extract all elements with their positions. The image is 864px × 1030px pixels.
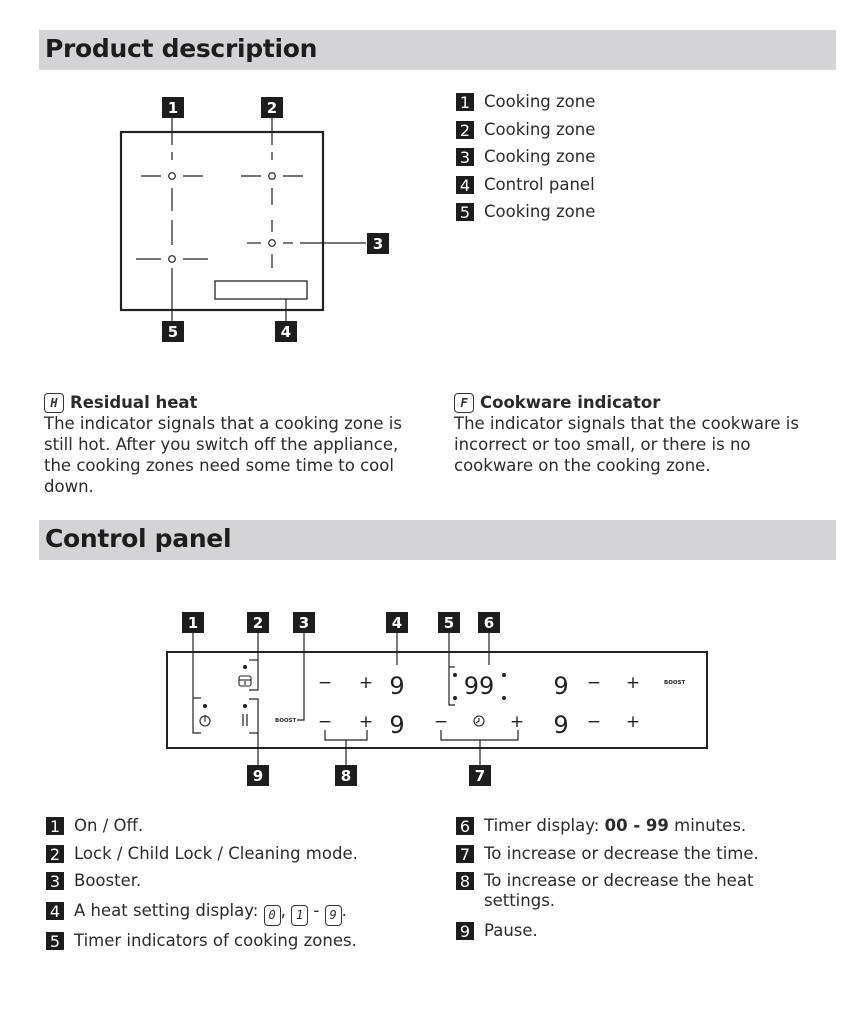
cookware-indicator-title: Cookware indicator — [480, 393, 661, 412]
svg-text:5: 5 — [167, 323, 179, 341]
svg-text:9: 9 — [252, 767, 264, 785]
legend-label: Control panel — [484, 174, 595, 194]
legend-label: Cooking zone — [484, 147, 596, 167]
badge-1 — [182, 612, 204, 633]
legend-item — [456, 175, 595, 203]
legend-label: On / Off. — [74, 816, 144, 835]
pause-icon[interactable] — [243, 714, 247, 726]
suffix: . — [341, 900, 347, 920]
control-legend-left — [46, 816, 358, 958]
legend-label: Pause. — [484, 921, 538, 941]
legend-label: Cooking zone — [484, 119, 596, 139]
svg-text:7: 7 — [474, 767, 486, 785]
clock-icon — [474, 716, 484, 726]
badge-5 — [162, 321, 184, 342]
badge-2 — [261, 97, 283, 118]
badge-3 — [293, 612, 315, 633]
legend-label: Cooking zone — [484, 92, 596, 111]
svg-text:1: 1 — [167, 99, 179, 117]
legend-item — [456, 816, 774, 844]
badge-5 — [438, 612, 460, 633]
badge-3 — [367, 233, 389, 254]
number-badge: 6 — [456, 817, 474, 835]
badge-8 — [335, 765, 357, 786]
heat-plus-button-bottom-right[interactable]: + — [625, 712, 641, 732]
svg-text:2: 2 — [252, 614, 264, 632]
number-badge: 7 — [456, 845, 474, 863]
display-glyph-0-icon: 0 — [264, 905, 281, 926]
heat-minus-button-top-right[interactable]: − — [586, 673, 602, 693]
hob-outline — [121, 132, 323, 310]
cookware-indicator-info — [454, 392, 834, 476]
power-icon[interactable] — [200, 715, 210, 726]
legend-label: Booster. — [74, 871, 142, 891]
cookware-indicator-icon: F — [454, 393, 474, 413]
legend-label: Cooking zone — [484, 202, 596, 222]
heat-display-top-left: 9 — [389, 672, 405, 700]
panel-outline — [167, 652, 707, 748]
badge-1 — [162, 97, 184, 118]
legend-label: To increase or decrease the time. — [484, 843, 759, 863]
hob-diagram — [100, 90, 400, 350]
residual-heat-icon: H — [44, 393, 64, 413]
legend-label: To increase or decrease the heat settings. — [484, 871, 754, 911]
residual-heat-info — [44, 392, 424, 497]
number-badge: 5 — [46, 932, 64, 950]
number-badge: 8 — [456, 872, 474, 890]
legend-item — [456, 92, 595, 120]
section-title: Product description — [45, 34, 318, 63]
badge-4 — [386, 612, 408, 633]
control-legend-right — [456, 816, 774, 949]
heat-display-bottom-left: 9 — [389, 711, 405, 739]
zone-5-crosshair — [136, 220, 208, 322]
timer-display: 99 — [463, 672, 495, 700]
badge-9 — [247, 765, 269, 786]
badge-6 — [478, 612, 500, 633]
legend-item — [46, 931, 358, 959]
svg-text:4: 4 — [280, 323, 292, 341]
residual-heat-text: The indicator signals that a cooking zone is still hot. After you switch off the appliance, the cooking zones need some time to cool down. — [44, 414, 402, 496]
legend-item — [46, 844, 358, 872]
svg-text:4: 4 — [391, 614, 403, 632]
badge-7 — [469, 765, 491, 786]
legend-item — [46, 871, 358, 899]
badge-4 — [275, 321, 297, 342]
heat-plus-button-top-right[interactable]: + — [625, 673, 641, 693]
display-glyph-1-icon: 1 — [291, 905, 308, 926]
heat-plus-button-bottom-left[interactable]: + — [358, 712, 374, 732]
number-badge: 3 — [456, 148, 474, 166]
svg-text:6: 6 — [483, 614, 495, 632]
boost-button-left[interactable]: BOOST — [275, 718, 297, 724]
number-badge: 4 — [46, 902, 64, 920]
legend-item — [46, 899, 358, 931]
boost-button-right[interactable]: BOOST — [664, 680, 686, 686]
legend-item — [456, 844, 774, 872]
section-title: Control panel — [45, 524, 232, 553]
product-legend — [456, 92, 595, 230]
timer-plus-button[interactable]: + — [509, 712, 525, 732]
section-header-control-panel — [39, 520, 836, 560]
legend-item — [456, 147, 595, 175]
svg-text:2: 2 — [266, 99, 278, 117]
lock-icon[interactable] — [239, 676, 251, 686]
cookware-indicator-text: The indicator signals that the cookware is incorrect or too small, or there is no cookware on the cooking zone. — [454, 414, 799, 475]
legend-item — [456, 871, 774, 921]
heat-display-top-right: 9 — [553, 672, 569, 700]
legend-item — [456, 921, 774, 949]
heat-minus-button-top-left[interactable]: − — [317, 673, 333, 693]
number-badge: 5 — [456, 203, 474, 221]
number-badge: 2 — [456, 121, 474, 139]
separator: , — [280, 900, 292, 920]
number-badge: 1 — [46, 817, 64, 835]
legend-label: Timer indicators of cooking zones. — [74, 930, 357, 950]
svg-text:3: 3 — [298, 614, 310, 632]
svg-text:8: 8 — [340, 767, 352, 785]
residual-heat-title: Residual heat — [70, 393, 198, 412]
display-glyph-9-icon: 9 — [325, 905, 342, 926]
legend-label-prefix: Timer display: — [484, 816, 605, 835]
section-header-product-description — [39, 30, 836, 70]
heat-minus-button-bottom-left[interactable]: − — [317, 712, 333, 732]
legend-item — [456, 120, 595, 148]
svg-text:5: 5 — [443, 614, 455, 632]
heat-minus-button-bottom-right[interactable]: − — [586, 712, 602, 732]
svg-text:3: 3 — [372, 235, 384, 253]
heat-plus-button-top-left[interactable]: + — [358, 673, 374, 693]
number-badge: 2 — [46, 845, 64, 863]
control-panel-outline — [215, 281, 307, 299]
timer-minus-button[interactable]: − — [433, 712, 449, 732]
legend-label-prefix: A heat setting display: — [74, 900, 264, 920]
legend-label-bold: 00 - 99 — [604, 816, 669, 835]
legend-item — [46, 816, 358, 844]
legend-label: Lock / Child Lock / Cleaning mode. — [74, 843, 358, 863]
legend-item — [456, 202, 595, 230]
number-badge: 3 — [46, 872, 64, 890]
number-badge: 1 — [456, 93, 474, 111]
legend-label-suffix: minutes. — [668, 816, 747, 835]
zone-3-crosshair — [247, 220, 366, 268]
heat-display-bottom-right: 9 — [553, 711, 569, 739]
badge-2 — [247, 612, 269, 633]
control-panel-diagram — [160, 605, 720, 790]
number-badge: 4 — [456, 176, 474, 194]
number-badge: 9 — [456, 922, 474, 940]
svg-text:1: 1 — [187, 614, 199, 632]
separator: - — [308, 900, 325, 920]
